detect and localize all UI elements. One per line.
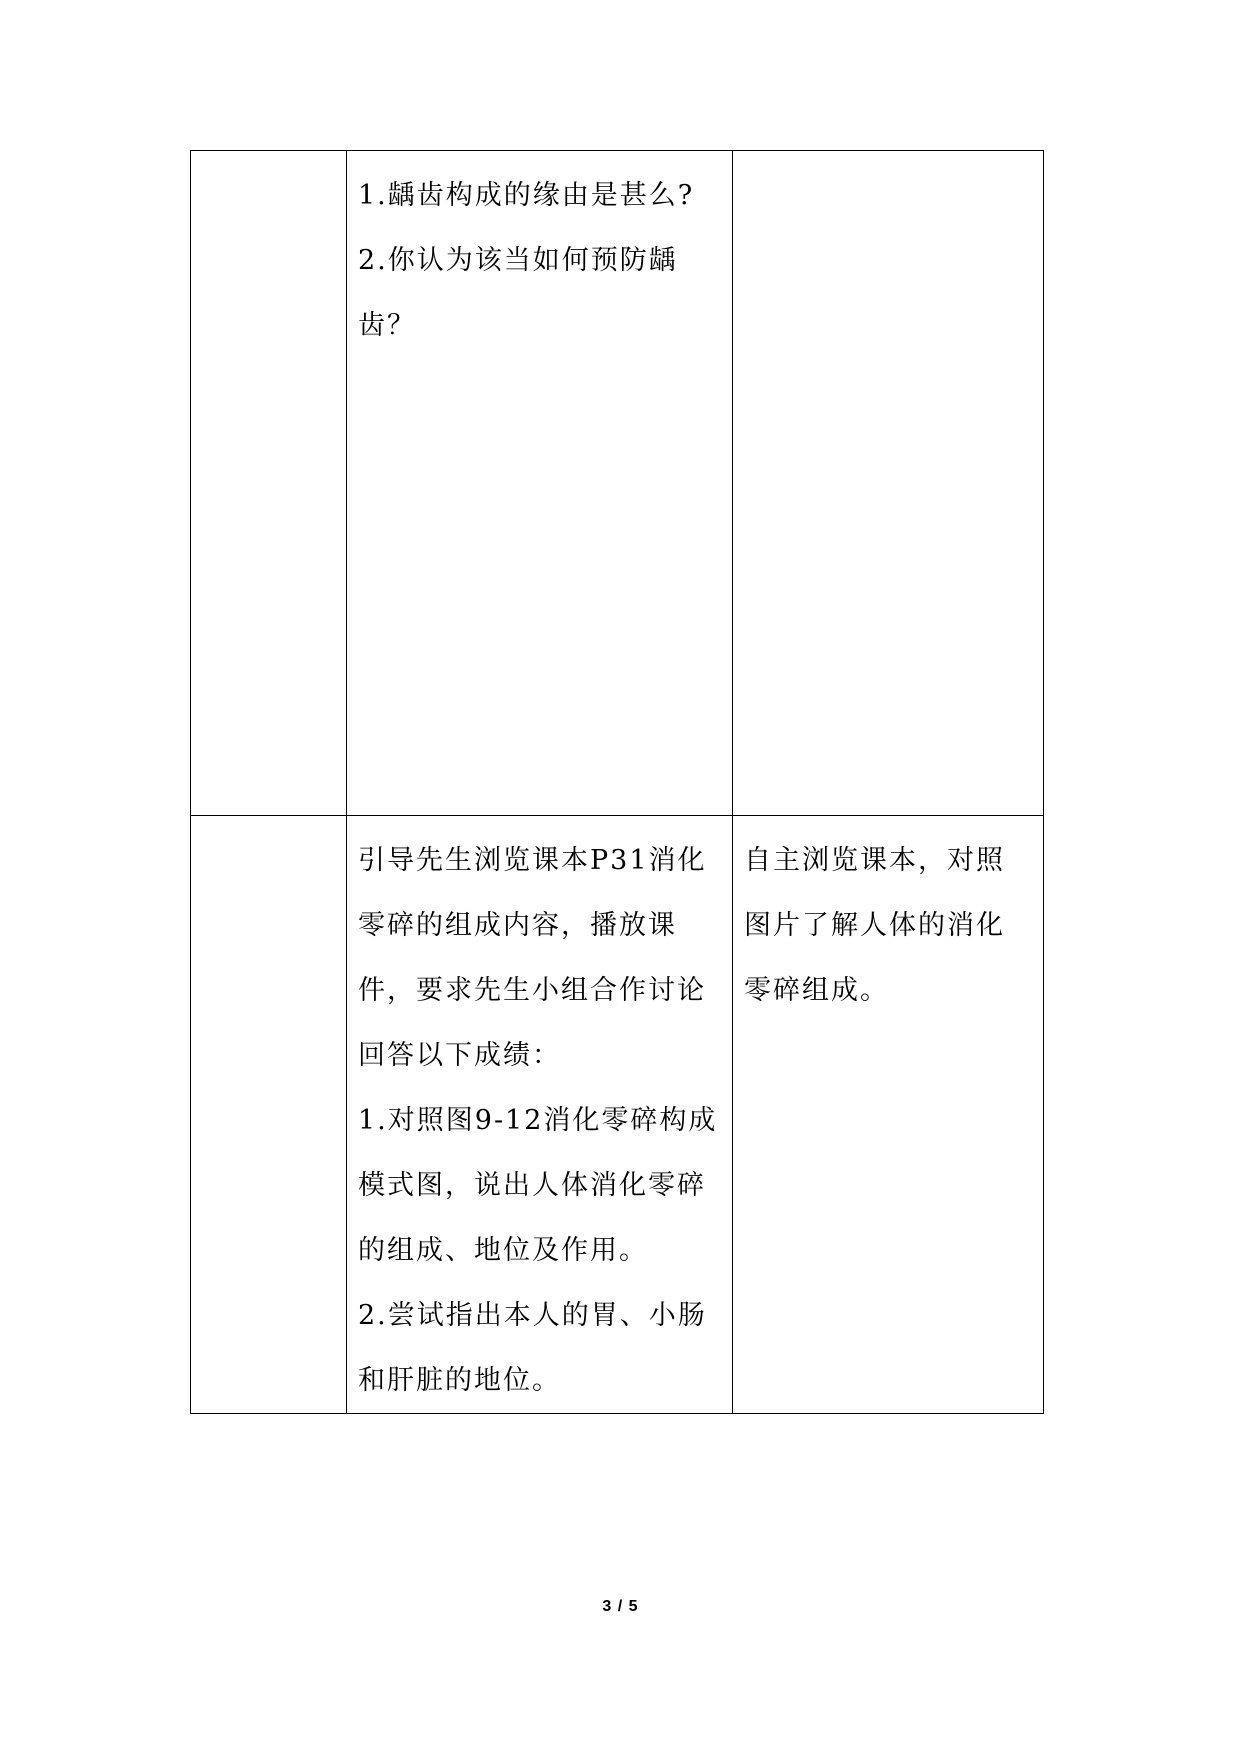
- table-cell-section: [191, 151, 347, 816]
- question-line: 1.龋齿构成的缘由是甚么?: [358, 180, 695, 211]
- table-row: [191, 151, 1044, 816]
- table-cell-section: [191, 816, 347, 1414]
- table-row: [191, 816, 1044, 1414]
- table-cell-teacher-activity: [347, 816, 733, 1414]
- page-number: 3 / 5: [602, 1598, 639, 1615]
- instruction-line: 1.对照图9-12消化零碎构成模式图，说出人体消化零碎的组成、地位及作用。: [358, 1105, 718, 1266]
- table-cell-student-activity: [733, 151, 1044, 816]
- question-line: 2.你认为该当如何预防龋齿？: [358, 245, 678, 341]
- table-cell-teacher-activity: [347, 151, 733, 816]
- student-activity-line: 自主浏览课本，对照图片了解人体的消化零碎组成。: [744, 845, 1005, 1006]
- instruction-line: 引导先生浏览课本P31消化零碎的组成内容，播放课件，要求先生小组合作讨论回答以下成绩：: [358, 845, 707, 1071]
- lesson-plan-table: [190, 150, 1044, 1414]
- instruction-line: 2.尝试指出本人的胃、小肠和肝脏的地位。: [358, 1300, 707, 1396]
- table-cell-student-activity: [733, 816, 1044, 1414]
